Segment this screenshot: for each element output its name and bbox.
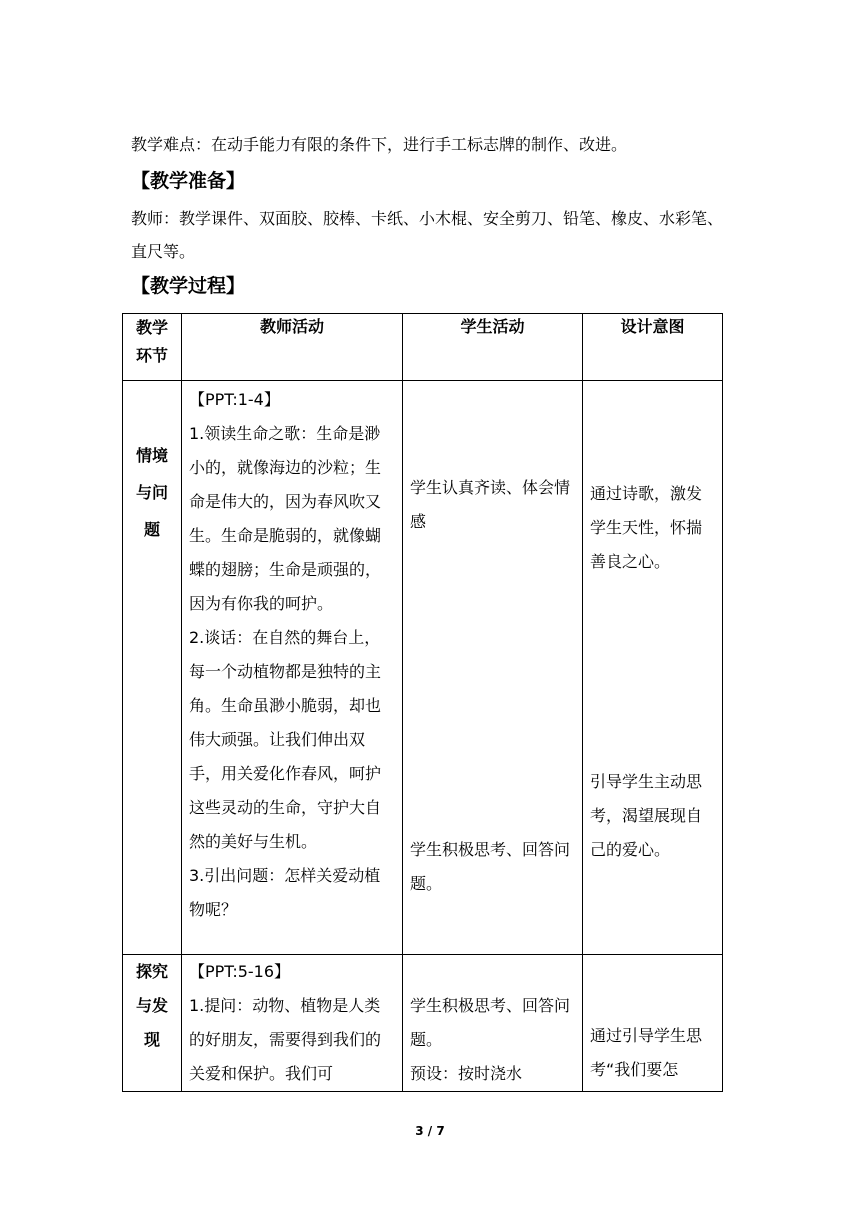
prep-text: 教师：教学课件、双面胶、胶棒、卡纸、小木棍、安全剪刀、铅笔、橡皮、水彩笔、直尺等。 [131,209,724,261]
design-intent-cell [583,381,723,955]
teacher-ppt-ref: 【PPT:1-4】 [189,390,280,409]
teacher-activity-cell [182,381,403,955]
teacher-ppt-ref: 【PPT:5-16】 [189,962,291,981]
page-number: 3 / 7 [415,1124,445,1138]
table-row [123,955,723,1092]
table-row [123,381,723,955]
design-intent: 通过引导学生思考“我们要怎 [590,1026,703,1079]
teacher-activity-cell [182,955,403,1092]
stage-cell: 情境与问题 [123,381,182,955]
teacher-step: 3.引出问题：怎样关爱动植物呢？ [189,866,381,919]
design-intent: 引导学生主动思考，渴望展现自己的爱心。 [590,772,703,859]
table-header-row [123,314,723,381]
student-activity: 预设：按时浇水 [410,1064,523,1083]
lesson-table [122,313,723,1092]
process-heading: 【教学过程】 [131,275,246,297]
header-stage: 教学环节 [123,314,182,381]
header-teacher: 教师活动 [182,314,403,381]
teacher-step: 1.领读生命之歌：生命是渺小的，就像海边的沙粒；生命是伟大的，因为春风吹又生。生命是脆弱的，就像蝴蝶的翅膀；生命是顽强的，因为有你我的呵护。 [189,424,382,613]
design-intent: 通过诗歌，激发学生天性，怀揣善良之心。 [590,484,703,571]
student-activity: 学生认真齐读、体会情感 [410,478,571,531]
teaching-difficulty: 教学难点：在动手能力有限的条件下，进行手工标志牌的制作、改进。 [131,135,628,154]
header-student: 学生活动 [403,314,583,381]
teacher-step: 2.谈话：在自然的舞台上，每一个动植物都是独特的主角。生命虽渺小脆弱，却也伟大顽强。让我们伸出双手，用关爱化作春风，呵护这些灵动的生命，守护大自然的美好与生机。 [189,628,382,851]
design-intent-cell [583,955,723,1092]
student-activity-cell [403,955,583,1092]
prep-heading: 【教学准备】 [131,170,246,192]
student-activity: 学生积极思考、回答问题。 [410,840,571,893]
student-activity-cell [403,381,583,955]
stage-cell: 探究与发现 [123,955,182,1092]
header-intent: 设计意图 [583,314,723,381]
teacher-step: 1.提问：动物、植物是人类的好朋友，需要得到我们的关爱和保护。我们可 [189,996,382,1083]
student-activity: 学生积极思考、回答问题。 [410,996,571,1049]
